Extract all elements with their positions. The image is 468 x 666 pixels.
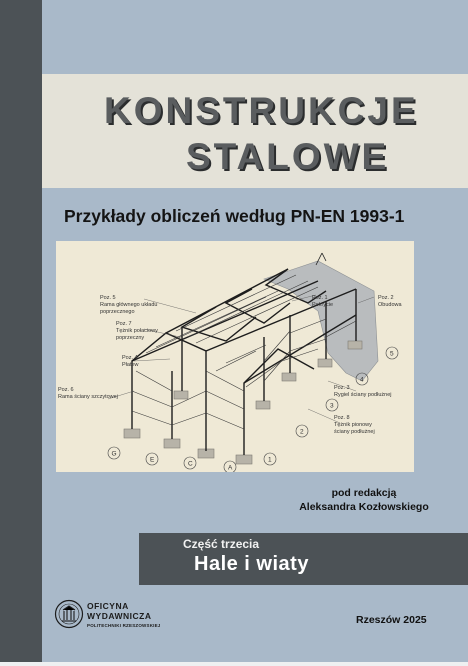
publisher-block <box>54 599 164 633</box>
label-poz8-a: Poz. 8 <box>334 415 350 421</box>
editor-line-1: pod redakcją <box>331 487 397 499</box>
axis-letter-A: A <box>228 464 233 472</box>
label-poz1-a: Poz. 1 <box>312 295 328 301</box>
publisher-name <box>87 601 161 631</box>
title-line-1: KONSTRUKCJE <box>104 90 419 131</box>
label-poz6-b: Rama ściany szczytowej <box>58 394 118 400</box>
label-poz7-c: poprzeczny <box>116 335 145 341</box>
publisher-line-2: WYDAWNICZA <box>87 611 152 621</box>
axis-letter-C: C <box>188 460 193 468</box>
publisher-logo-icon <box>54 599 84 629</box>
axis-number-5: 5 <box>390 350 394 358</box>
label-poz4-a: Poz. 4 <box>122 355 138 361</box>
label-poz8-c: ściany podłużnej <box>334 429 375 435</box>
part-label: Część trzecia <box>183 537 260 551</box>
label-poz7-b: Tężnik połaciowy <box>116 328 158 334</box>
axis-number-3: 3 <box>330 402 334 410</box>
label-poz3-b: Rygiel ściany podłużnej <box>334 392 392 398</box>
title-line-2: STALOWE <box>186 136 390 177</box>
axis-number-1: 1 <box>268 456 272 464</box>
axis-letter-G: G <box>111 450 117 458</box>
editor-credit <box>294 486 434 514</box>
place-year: Rzeszów 2025 <box>356 614 427 626</box>
label-poz7-a: Poz. 7 <box>116 321 132 327</box>
label-poz5-a: Poz. 5 <box>100 295 116 301</box>
label-poz1-b: Pokrycie <box>312 302 334 308</box>
steel-hall-illustration <box>56 241 414 472</box>
axis-letter-E: E <box>150 456 155 464</box>
axis-number-2: 2 <box>300 428 304 436</box>
label-poz2-a: Poz. 2 <box>378 295 394 301</box>
cover-bottom-edge <box>0 662 468 666</box>
subtitle: Przykłady obliczeń według PN-EN 1993-1 <box>64 206 405 226</box>
label-poz8-b: Tężnik pionowy <box>334 422 372 428</box>
label-poz5-b: Rama głównego układu <box>100 302 158 308</box>
label-poz4-b: Płatew <box>122 362 139 368</box>
label-poz2-b: Obudowa <box>378 302 402 308</box>
steel-hall-drawing <box>56 241 414 472</box>
cover-spine <box>0 0 42 666</box>
label-poz3-a: Poz. 3 <box>334 385 350 391</box>
label-poz6-a: Poz. 6 <box>58 387 74 393</box>
publisher-line-1: OFICYNA <box>87 601 129 611</box>
axis-number-4: 4 <box>360 376 364 384</box>
part-title: Hale i wiaty <box>194 553 309 575</box>
label-poz5-c: poprzecznego <box>100 309 135 315</box>
publisher-line-3: POLITECHNIKI RZESZOWSKIEJ <box>87 623 161 628</box>
editor-line-2: Aleksandra Kozłowskiego <box>299 501 429 513</box>
